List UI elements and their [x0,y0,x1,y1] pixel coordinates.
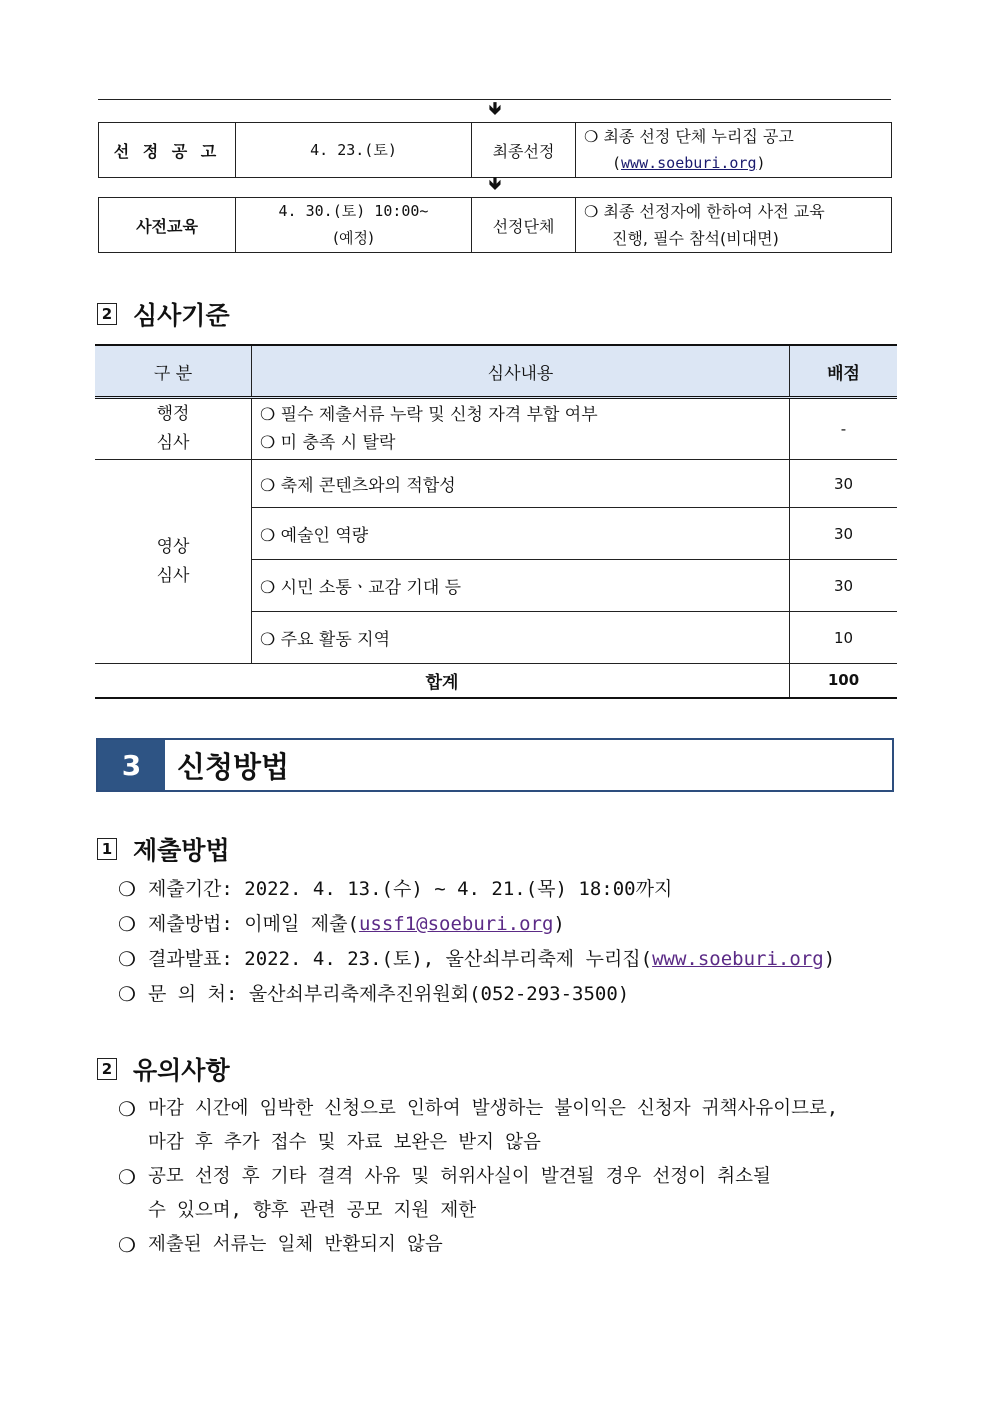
submission-list [118,872,898,1012]
total-score: 100 [790,664,898,698]
date-line1: 4. 30.(토) 10:00~ [278,202,429,220]
schedule-table-announce [98,122,892,178]
banner-number: 3 [98,740,165,790]
detail-line2: 진행, 필수 참석(비대면) [612,229,779,248]
list-item: ❍ 문 의 처: 울산쇠부리축제추진위원회(052-293-3500) [118,977,898,1012]
bullet-icon: ❍ [260,630,281,650]
stage-label: 사전교육 [99,198,236,253]
section-title: 제출방법 [133,836,230,865]
video-item: ❍ 시민 소통ㆍ교감 기대 등 [252,560,790,612]
admin-item: 필수 제출서류 누락 및 신청 자격 부합 여부 [280,405,598,425]
stage-detail: ❍ 최종 선정 단체 누리집 공고 (www.soeburi.org) [576,123,892,178]
stage-target: 최종선정 [472,123,576,178]
section-title: 심사기준 [133,301,230,330]
stage-target: 선정단체 [472,198,576,253]
list-item: ❍ 제출기간: 2022. 4. 13.(수) ~ 4. 21.(목) 18:00까지 [118,872,898,907]
bullet-icon: ❍ [584,202,604,221]
bullet-icon: ❍ [260,433,281,453]
header-content: 심사내용 [252,345,790,398]
list-item: ❍ 공모 선정 후 기타 결격 사유 및 허위사실이 발견될 경우 선정이 취소될 수 있으며, 향후 관련 공모 지원 제한 [118,1160,908,1228]
website-link[interactable]: www.soeburi.org [652,948,824,970]
video-score: 30 [790,560,898,612]
down-arrow-icon: 🡻 [488,99,502,119]
stage-label: 선 정 공 고 [99,123,236,178]
section-heading-notes [97,1051,230,1087]
video-item: ❍ 예술인 역량 [252,508,790,560]
list-item: ❍ 마감 시간에 임박한 신청으로 인하여 발생하는 불이익은 신청자 귀책사유이므로, 마감 후 추가 접수 및 자료 보완은 받지 않음 [118,1092,908,1160]
list-item: ❍ 제출방법: 이메일 제출(ussf1@soeburi.org) [118,907,898,942]
down-arrow-icon: 🡻 [488,174,502,194]
detail-line: 최종 선정자에 한하여 사전 교육 [603,202,825,221]
admin-score: - [790,398,898,460]
video-score: 10 [790,612,898,664]
bullet-icon: ❍ [118,912,136,936]
website-link[interactable]: www.soeburi.org [621,154,757,172]
notes-list [118,1092,908,1262]
criteria-table [95,344,897,699]
section-title: 유의사항 [133,1056,230,1085]
bullet-icon: ❍ [118,1233,136,1257]
section-heading-criteria [97,296,230,332]
list-item: ❍ 결과발표: 2022. 4. 23.(토), 울산쇠부리축제 누리집(www.soeburi.org) [118,942,898,977]
bullet-icon: ❍ [260,578,281,598]
header-score: 배점 [790,345,898,398]
detail-line: 최종 선정 단체 누리집 공고 [603,127,794,146]
bullet-icon: ❍ [118,947,136,971]
category-video: 영상 심사 [95,460,252,664]
bullet-icon: ❍ [260,476,281,496]
date-line2: (예정) [333,229,374,247]
bullet-icon: ❍ [260,405,281,425]
admin-content [252,398,790,460]
stage-date: 4. 23.(토) [236,123,472,178]
section-heading-submission [97,831,230,867]
stage-date [236,198,472,253]
bullet-icon: ❍ [118,1165,136,1189]
video-item: ❍ 주요 활동 지역 [252,612,790,664]
bullet-icon: ❍ [584,127,604,146]
header-category: 구 분 [95,345,252,398]
category-admin: 행정 심사 [95,398,252,460]
banner-title: 신청방법 [177,749,290,784]
video-score: 30 [790,460,898,508]
email-link[interactable]: ussf1@soeburi.org [358,913,554,935]
bullet-icon: ❍ [118,982,136,1006]
bullet-icon: ❍ [118,877,136,901]
video-item: ❍ 축제 콘텐츠와의 적합성 [252,460,790,508]
video-score: 30 [790,508,898,560]
section-banner [96,738,894,792]
schedule-table-training [98,197,892,253]
list-item: ❍ 제출된 서류는 일체 반환되지 않음 [118,1228,908,1262]
bullet-icon: ❍ [260,526,281,546]
section-number-box: 2 [97,1058,117,1080]
bullet-icon: ❍ [118,1097,136,1121]
stage-detail [576,198,892,253]
section-number-box: 2 [97,303,117,325]
section-number-box: 1 [97,838,117,860]
admin-item: 미 충족 시 탈락 [280,433,396,453]
total-label: 합계 [95,664,790,698]
